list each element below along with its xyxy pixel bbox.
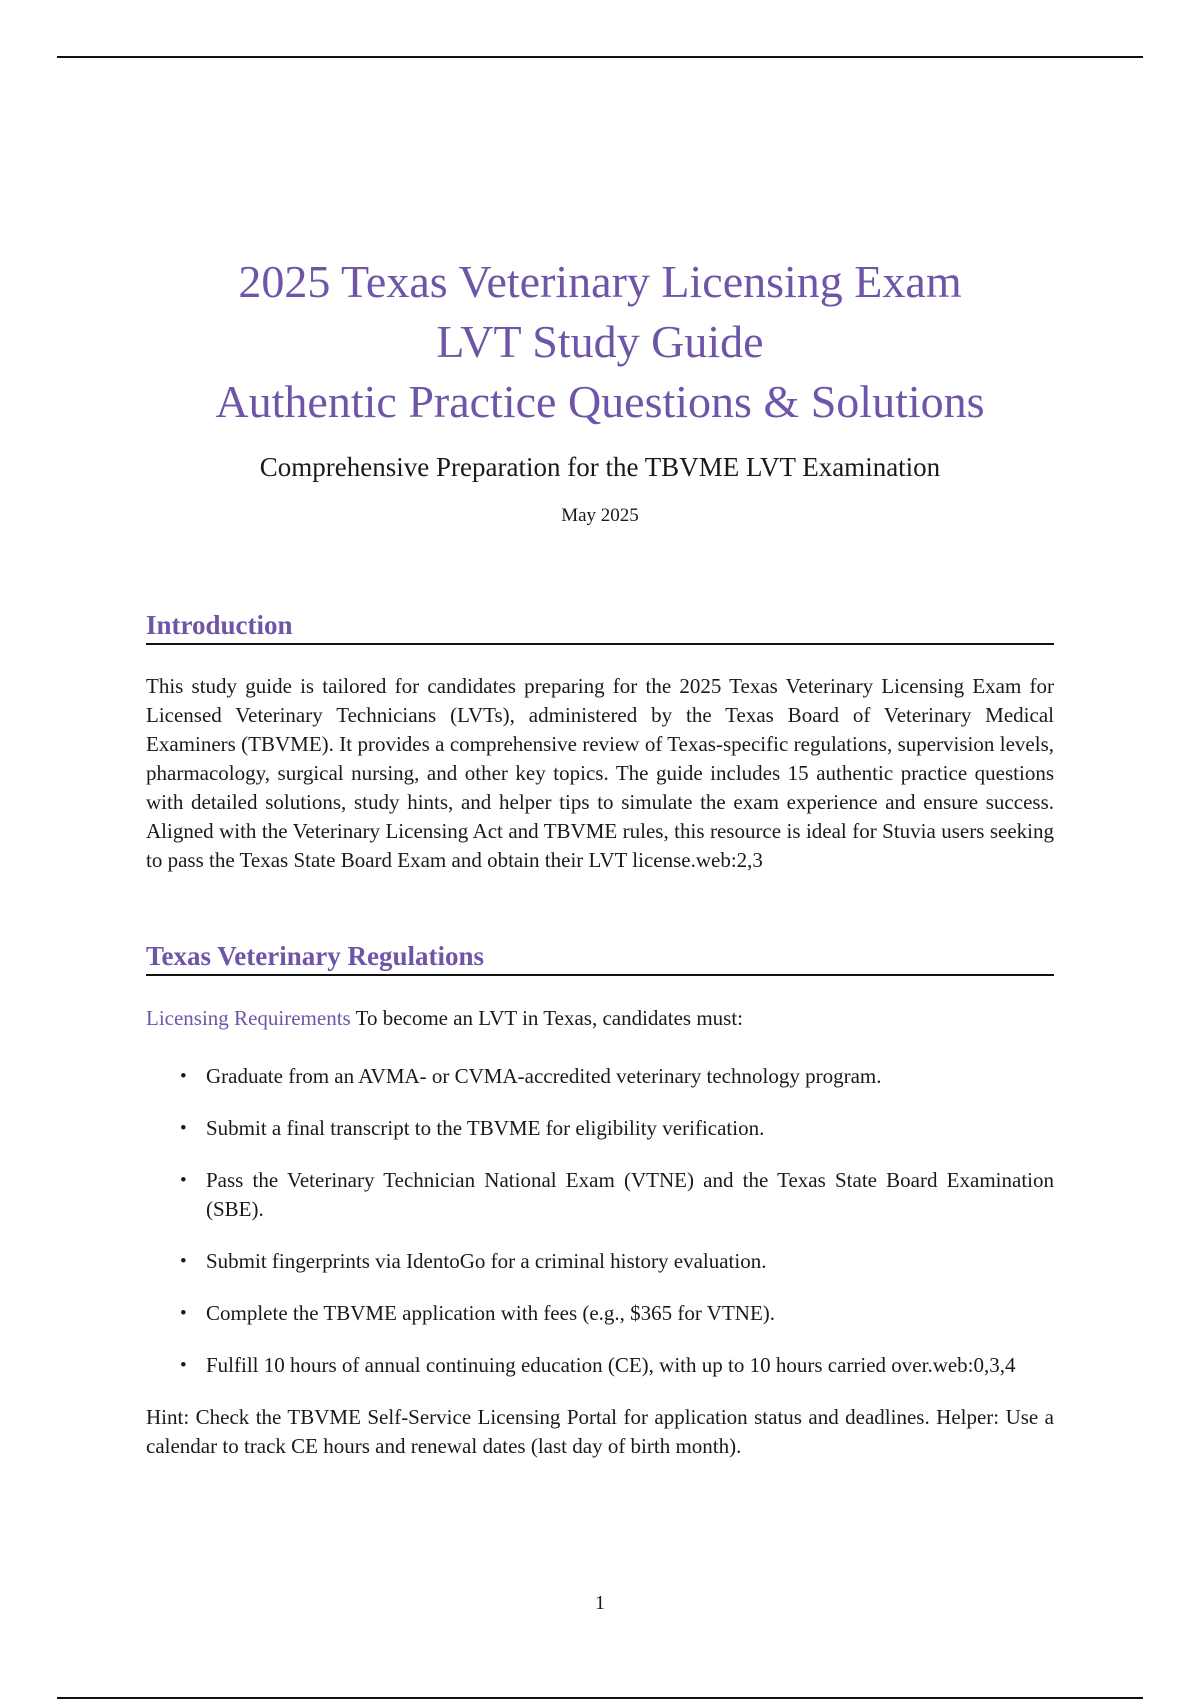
list-item: • Fulfill 10 hours of annual continuing education (CE), with up to 10 hours carried over.web:0,3,4 bbox=[146, 1351, 1054, 1380]
licensing-requirements-lead: Licensing Requirements bbox=[146, 1006, 351, 1030]
date: May 2025 bbox=[561, 505, 639, 526]
title-line-3: Authentic Practice Questions & Solutions bbox=[215, 376, 985, 427]
licensing-requirements-paragraph bbox=[146, 1004, 1054, 1033]
list-item: • Submit a final transcript to the TBVME for eligibility verification. bbox=[146, 1114, 1054, 1143]
list-item: • Graduate from an AVMA- or CVMA-accredited veterinary technology program. bbox=[146, 1062, 1054, 1091]
page-number: 1 bbox=[595, 1592, 605, 1614]
introduction-heading: Introduction bbox=[146, 610, 1054, 645]
requirements-list bbox=[146, 1062, 1054, 1380]
bottom-rule bbox=[57, 1697, 1143, 1699]
top-rule bbox=[57, 56, 1143, 58]
licensing-requirements-intro: To become an LVT in Texas, candidates must: bbox=[355, 1006, 744, 1030]
hint-paragraph: Hint: Check the TBVME Self-Service Licensing Portal for application status and deadlines. Helper: Use a calendar to track CE hours and renewal dates (last day of birth month). bbox=[146, 1405, 1054, 1458]
title-block bbox=[0, 252, 1200, 527]
list-item: • Complete the TBVME application with fees (e.g., $365 for VTNE). bbox=[146, 1299, 1054, 1328]
introduction-section bbox=[146, 610, 1054, 875]
title-line-2: LVT Study Guide bbox=[436, 316, 764, 367]
introduction-body: This study guide is tailored for candidates preparing for the 2025 Texas Veterinary Licensing Exam for Licensed Veterinary Technicians (LVTs), administered by the Texas Board of Veterinary Medical Examiners (TBVME). It provides a comprehensive review of Texas-specific regulations, supervision levels, pharmacology, surgical nursing, and other key topics. The guide includes 15 authentic practice questions with detailed solutions, study hints, and helper tips to simulate the exam experience and ensure success. Aligned with the Veterinary Licensing Act and TBVME rules, this resource is ideal for Stuvia users seeking to pass the Texas State Board Exam and obtain their LVT license.web:2,3 bbox=[146, 674, 1054, 872]
list-item: • Submit fingerprints via IdentoGo for a criminal history evaluation. bbox=[146, 1247, 1054, 1276]
list-item: • Pass the Veterinary Technician National Exam (VTNE) and the Texas State Board Examination (SBE). bbox=[146, 1166, 1054, 1224]
subtitle: Comprehensive Preparation for the TBVME LVT Examination bbox=[259, 452, 941, 482]
regulations-heading: Texas Veterinary Regulations bbox=[146, 941, 1054, 976]
title-line-1: 2025 Texas Veterinary Licensing Exam bbox=[238, 256, 962, 307]
regulations-section bbox=[146, 941, 1054, 1461]
